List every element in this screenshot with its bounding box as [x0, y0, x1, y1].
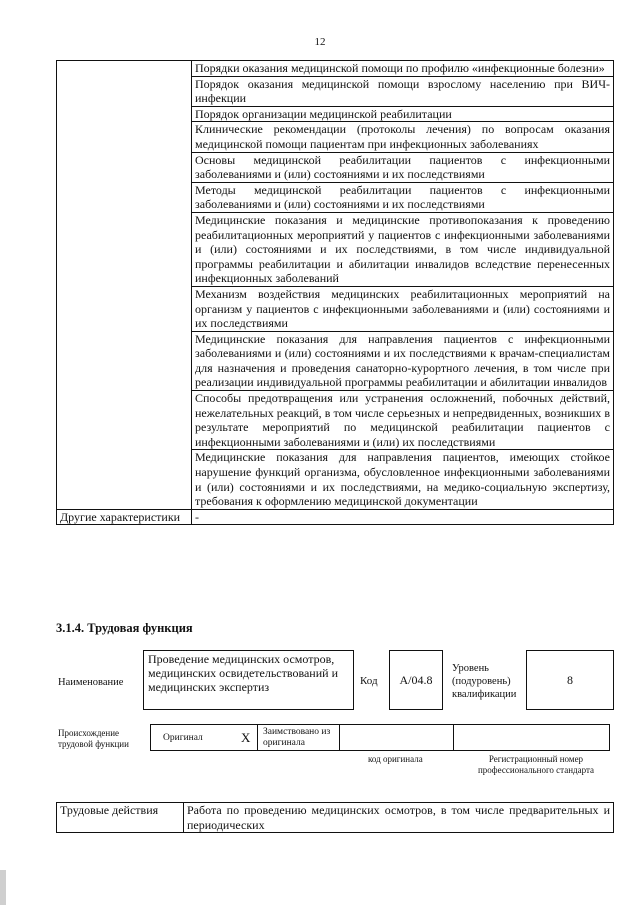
knowledge-item: Механизм воздействия медицинских реабилитационных мероприятий на организм у пациентов с инфекционными заболеваниями и (или) состояниями и их последствиями: [192, 286, 614, 331]
actions-table: [56, 802, 614, 833]
origin-divider-1: [257, 725, 258, 750]
reg-number-caption: Регистрационный номер профессионального стандарта: [477, 754, 595, 775]
other-characteristics-value: -: [192, 509, 614, 525]
origin-label: Происхождение трудовой функции: [58, 728, 129, 749]
knowledge-item: Медицинские показания для направления пациентов, имеющих стойкое нарушение функций организма, обусловленное инфекционными заболеваниями и (или) состояниями и их последствиями, на медико-социальную экспертизу, требования к оформлению медицинской документации: [192, 450, 614, 509]
origin-divider-3: [453, 725, 454, 750]
knowledge-item: Клинические рекомендации (протоколы лечения) по вопросам оказания медицинской помощи пациентам при инфекционных заболеваниях: [192, 122, 614, 152]
knowledge-row: [57, 61, 614, 77]
level-value: 8: [567, 673, 573, 687]
actions-label: Трудовые действия: [57, 803, 184, 833]
code-label: Код: [360, 675, 378, 687]
level-value-box: [526, 650, 614, 710]
knowledge-item: Медицинские показания и медицинские противопоказания к проведению реабилитационных мероприятий у пациентов с инфекционными заболеваниями и (или) состояниями и их последствиями, в том числе индивидуальной программы реабилитации и абилитации инвалидов вследствие перенесенных инфекционных заболеваний: [192, 212, 614, 286]
name-value: Проведение медицинских осмотров, медицинских освидетельствований и медицинских экспертиз: [148, 652, 338, 694]
origin-row: [150, 724, 610, 751]
code-origin-caption: код оригинала: [368, 754, 423, 764]
section-heading: 3.1.4. Трудовая функция: [56, 621, 193, 635]
original-mark: X: [241, 730, 251, 745]
actions-row: [57, 803, 614, 833]
other-characteristics-row: [57, 509, 614, 525]
borrowed-label: Заимствовано из оригинала: [263, 727, 331, 748]
knowledge-item: Порядок оказания медицинской помощи взрослому населению при ВИЧ-инфекции: [192, 76, 614, 106]
page-number: 12: [314, 36, 326, 48]
code-value-box: [389, 650, 443, 710]
knowledge-left-cell: [57, 61, 192, 510]
scan-edge: [0, 870, 6, 905]
name-label: Наименование: [58, 677, 124, 688]
knowledge-item: Способы предотвращения или устранения осложнений, побочных действий, нежелательных реакций, в том числе серьезных и непредвиденных, возникших в результате мероприятий по медицинской реабилитации пациентов с инфекционными заболеваниями и (или) их последствиями: [192, 391, 614, 450]
other-characteristics-label: Другие характеристики: [57, 509, 192, 525]
knowledge-item: Порядок организации медицинской реабилитации: [192, 106, 614, 122]
knowledge-item: Порядки оказания медицинской помощи по профилю «инфекционные болезни»: [192, 61, 614, 77]
name-value-box: [143, 650, 354, 710]
knowledge-item: Основы медицинской реабилитации пациентов с инфекционными заболеваниями и (или) состояниями и их последствиями: [192, 152, 614, 182]
knowledge-item: Методы медицинской реабилитации пациентов с инфекционными заболеваниями и (или) состояниями и их последствиями: [192, 182, 614, 212]
code-value: A/04.8: [399, 673, 433, 687]
knowledge-table: [56, 60, 614, 525]
actions-first-item: Работа по проведению медицинских осмотров, в том числе предварительных и периодических: [184, 803, 614, 833]
knowledge-item: Медицинские показания для направления пациентов с инфекционными заболеваниями и (или) состояниями и их последствиями к врачам-специалистам для назначения и проведения санаторно-курортного лечения, в том числе при реализации индивидуальной программы реабилитации и абилитации инвалидов: [192, 331, 614, 390]
original-label: Оригинал: [163, 733, 203, 743]
level-label: Уровень (подуровень) квалификации: [452, 663, 517, 700]
origin-divider-2: [339, 725, 340, 750]
